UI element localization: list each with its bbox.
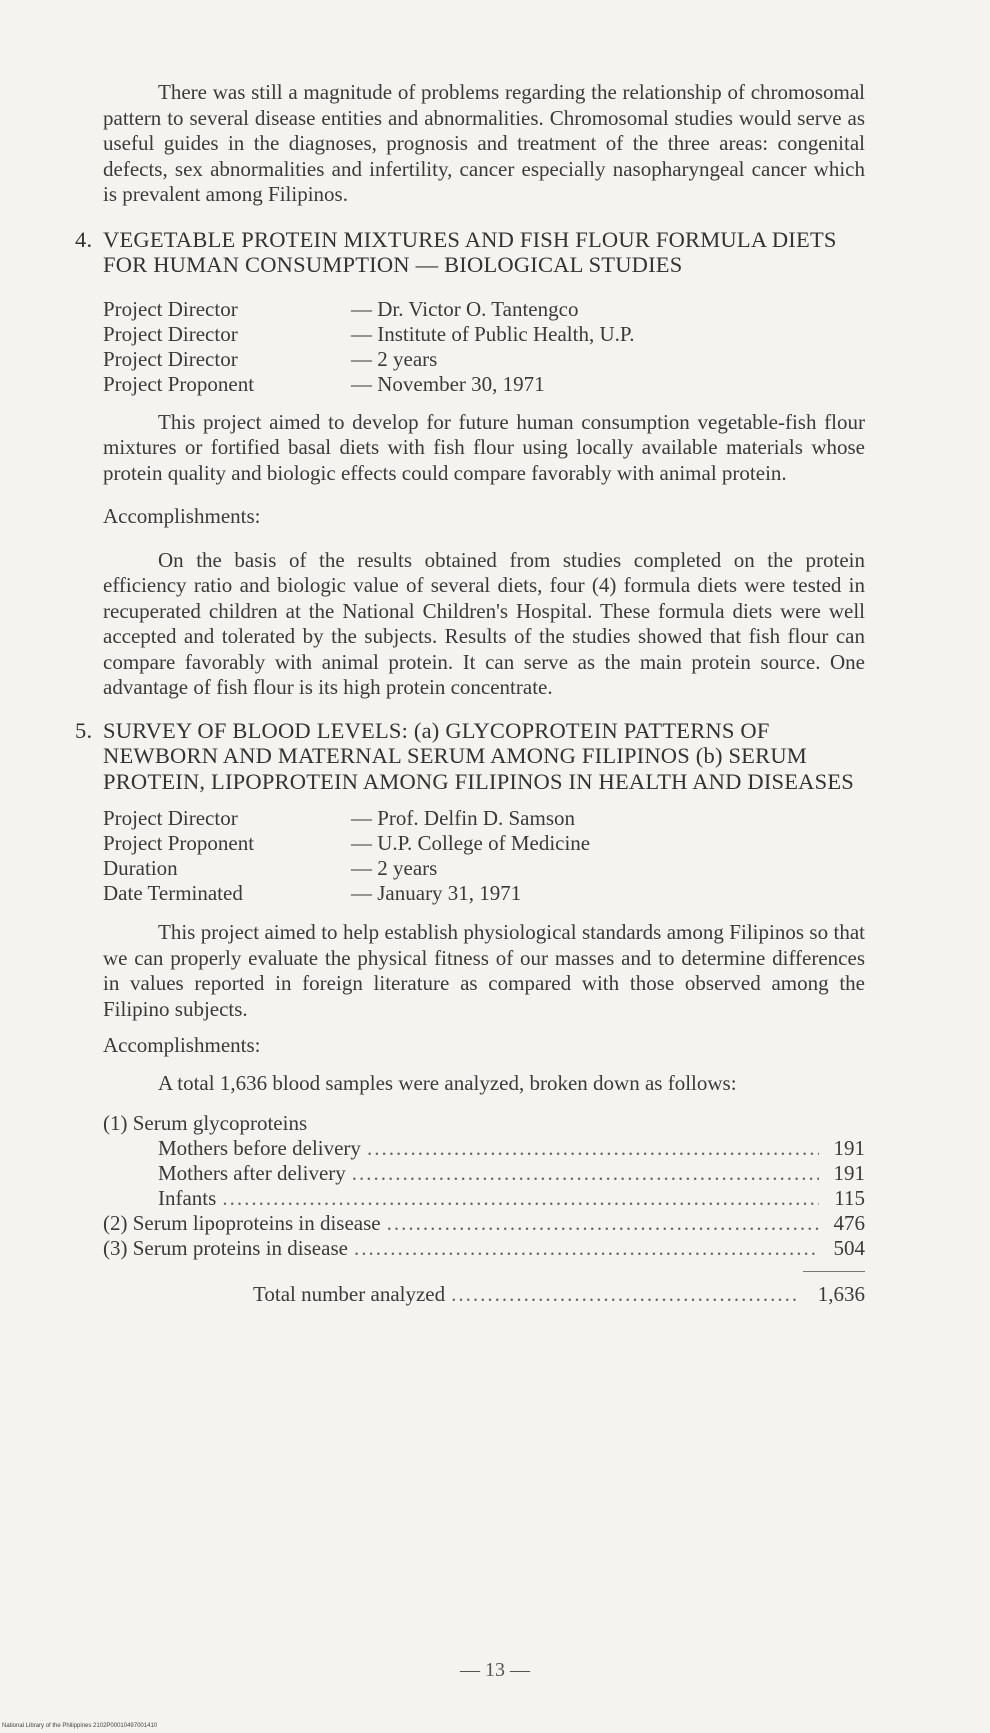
list-item-value: 504 <box>833 1236 865 1260</box>
total-value: 1,636 <box>817 1282 865 1306</box>
meta-label: Project Director <box>103 296 238 321</box>
list-item-label: (3) Serum proteins in disease <box>103 1236 348 1260</box>
section-4-title: VEGETABLE PROTEIN MIXTURES AND FISH FLOUR FORMULA DIETS FOR HUMAN CONSUMPTION — BIOLOGICAL STUDIES <box>103 226 837 277</box>
list-item-value: 191 <box>833 1161 865 1185</box>
sample-breakdown-list <box>103 1111 865 1307</box>
meta-label: Project Director <box>103 806 238 830</box>
section-5-heading <box>75 717 865 795</box>
section-4-heading <box>75 226 865 278</box>
dot-leader <box>387 1211 819 1236</box>
intro-paragraph: There was still a magnitude of problems regarding the relationship of chromosomal pattern to several disease entities and abnormalities. Chromosomal studies would serve as useful guides in the diagnoses, prognosis and treatment of the three areas: congenital defects, sex abnormalities and infertility, cancer especially nasopharyngeal cancer which is prevalent among Filipinos. <box>103 80 865 206</box>
dot-leader <box>352 1161 819 1186</box>
list-item-label: Infants <box>158 1186 217 1210</box>
meta-row <box>103 372 865 397</box>
dot-leader <box>451 1282 799 1307</box>
dot-leader <box>354 1236 819 1261</box>
meta-value: — January 31, 1971 <box>351 881 522 905</box>
dot-leader <box>367 1136 819 1161</box>
library-footer-note: National Library of the Philippines 2102P00010497001410 <box>2 1723 158 1729</box>
total-row <box>103 1282 865 1307</box>
list-item <box>103 1211 865 1236</box>
meta-value: — Institute of Public Health, U.P. <box>351 321 635 346</box>
section-5-title: SURVEY OF BLOOD LEVELS: (a) GLYCOPROTEIN PATTERNS OF NEWBORN AND MATERNAL SERUM AMONG FILIPINOS (b) SERUM PROTEIN, LIPOPROTEIN AMONG FILIPINOS IN HEALTH AND DISEASES <box>103 717 854 794</box>
meta-value: — 2 years <box>351 856 438 880</box>
meta-value: — U.P. College of Medicine <box>351 831 591 855</box>
meta-value: — November 30, 1971 <box>351 371 545 396</box>
meta-value: — Prof. Delfin D. Samson <box>351 806 575 830</box>
section-4-meta <box>103 297 865 397</box>
meta-row <box>103 881 865 906</box>
list-item-value: 191 <box>833 1136 865 1160</box>
list-item <box>103 1236 865 1261</box>
meta-label: Project Director <box>103 346 238 371</box>
total-label: Total number analyzed <box>253 1282 446 1306</box>
section-4-accomplishments: On the basis of the results obtained from studies completed on the protein efficiency ratio and biologic value of several diets, four (4) formula diets were tested in recuperated children at the National Children's Hospital. These formula diets were well accepted and tolerated by the subjects. Results of the studies showed that fish flour can compare favorably with animal protein. It can serve as the main protein source. One advantage of fish flour is its high protein concentrate. <box>103 547 865 699</box>
list-item-label: (2) Serum lipoproteins in disease <box>103 1211 381 1235</box>
list-item-value: 115 <box>834 1186 865 1210</box>
meta-row <box>103 297 865 322</box>
list-item <box>103 1136 865 1161</box>
page-number: — 13 — <box>460 1659 530 1681</box>
section-5-accomplishments: A total 1,636 blood samples were analyzed, broken down as follows: <box>158 1070 737 1095</box>
list-item-label: Mothers after delivery <box>158 1161 346 1185</box>
section-5-accomplishments-label: Accomplishments: <box>103 1033 261 1057</box>
dot-leader <box>222 1186 819 1211</box>
section-5-description: This project aimed to help establish physiological standards among Filipinos so that we can properly evaluate the physical fitness of our masses and to determine differences in values reported in foreign literature as compared with those observed among the Filipino subjects. <box>103 920 865 1021</box>
section-4-accomplishments-label: Accomplishments: <box>103 504 261 528</box>
section-5-meta <box>103 806 865 906</box>
list-item <box>103 1161 865 1186</box>
total-rule <box>803 1271 865 1272</box>
meta-label: Date Terminated <box>103 881 243 905</box>
section-5-number: 5. <box>75 717 93 743</box>
meta-row <box>103 347 865 372</box>
list-item-label: Mothers before delivery <box>158 1136 361 1160</box>
section-4-number: 4. <box>75 226 93 252</box>
meta-label: Project Proponent <box>103 371 255 396</box>
list-item <box>103 1186 865 1211</box>
section-4-description: This project aimed to develop for future human consumption vegetable-fish flour mixtures or fortified basal diets with fish flour using locally available materials whose protein quality and biologic effects could compare favorably with animal protein. <box>103 409 865 485</box>
list-heading-row <box>103 1111 865 1136</box>
meta-label: Project Director <box>103 321 238 346</box>
meta-value: — Dr. Victor O. Tantengco <box>351 296 579 321</box>
meta-row <box>103 831 865 856</box>
meta-row <box>103 806 865 831</box>
meta-label: Project Proponent <box>103 831 255 855</box>
list-item-value: 476 <box>833 1211 865 1235</box>
meta-row <box>103 322 865 347</box>
meta-row <box>103 856 865 881</box>
list-heading: (1) Serum glycoproteins <box>103 1111 308 1135</box>
meta-value: — 2 years <box>351 346 438 371</box>
meta-label: Duration <box>103 856 178 880</box>
page-content <box>75 80 865 1307</box>
